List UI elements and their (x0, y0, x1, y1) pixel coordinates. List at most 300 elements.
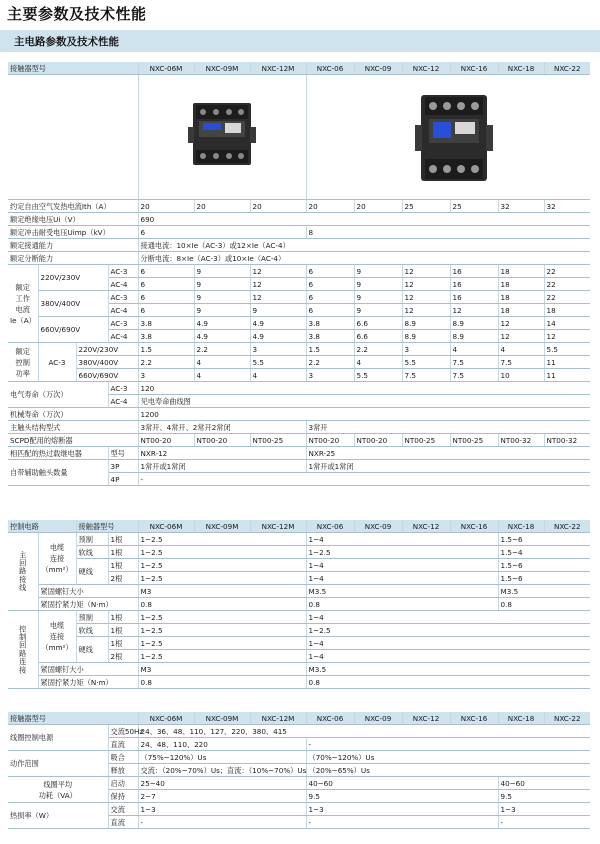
model-header-row (8, 712, 590, 725)
voltage-label: 380V/400V (38, 291, 108, 317)
wire-count-label: 2根 (108, 650, 138, 663)
value-cell: 2.2 (306, 356, 354, 369)
value-cell: 10 (498, 369, 544, 382)
value-cell: 1~2.5 (138, 572, 306, 585)
category-label: AC-3 (108, 265, 138, 278)
category-label: AC-4 (108, 395, 138, 408)
category-label: AC-3 (108, 291, 138, 304)
value-cell: 1.5~4 (498, 546, 590, 559)
model-cell: NXC-09 (354, 712, 402, 725)
value-cell: 6 (138, 304, 194, 317)
ie-row (8, 291, 590, 304)
coil-power-label: 线圈平均 功耗（VA） (8, 777, 108, 803)
power-row (8, 356, 590, 369)
contactor-large-image (309, 75, 593, 199)
value-cell: 1.5~6 (498, 559, 590, 572)
value-cell: 22 (544, 278, 590, 291)
value-cell: NT00-20 (354, 434, 402, 447)
category-label: AC-3 (38, 343, 76, 382)
model-cell: NXC-16 (450, 712, 498, 725)
wire-type-label: 软线 (76, 624, 108, 637)
uimp-row (8, 226, 590, 239)
screw-row (8, 663, 590, 676)
ie-row (8, 265, 590, 278)
torque-label: 紧固拧紧力矩（N·m） (38, 598, 138, 611)
value-cell: 12 (402, 291, 450, 304)
value-cell: 1.5 (306, 343, 354, 356)
model-cell: NXC-16 (450, 62, 498, 75)
wire-count-label: 1根 (108, 624, 138, 637)
value-cell: 4.9 (194, 330, 250, 343)
power-row (8, 343, 590, 356)
model-cell: NXC-09 (354, 520, 402, 533)
value-cell: 9.5 (306, 790, 498, 803)
value-cell: 4.9 (250, 317, 306, 330)
value-cell: 1~4 (306, 650, 590, 663)
pickup-label: 吸合 (108, 751, 138, 764)
wire-count-label: 1根 (108, 611, 138, 624)
value-cell: 0.8 (306, 676, 590, 689)
value-cell: 4 (354, 356, 402, 369)
elife-row (8, 382, 590, 395)
main-wiring-label: 主回路接线 (18, 551, 28, 592)
value-cell: 1.5 (138, 343, 194, 356)
model-cell: NXC-12M (250, 62, 306, 75)
value-cell: 9 (194, 304, 250, 317)
cable-label: 电缆 连接 （mm²） (38, 611, 76, 663)
value-cell: 1~4 (306, 533, 498, 546)
break-row (8, 252, 590, 265)
value-cell: 3常开 (306, 421, 590, 434)
model-header-row (8, 62, 590, 75)
value-cell: 40~60 (306, 777, 498, 790)
value-cell: 1常开或1常闭 (138, 460, 306, 473)
value-cell: 3.8 (138, 330, 194, 343)
value-cell: 20 (250, 200, 306, 213)
value-cell: 9 (194, 278, 250, 291)
value-cell: 1~2.5 (306, 546, 498, 559)
value-cell: 6.6 (354, 317, 402, 330)
wire-count-label: 1根 (108, 637, 138, 650)
aux-label: 自带辅助触头数量 (8, 460, 108, 486)
value-cell: 8.9 (402, 317, 450, 330)
category-label: AC-4 (108, 304, 138, 317)
value-cell: NT00-20 (194, 434, 250, 447)
value-cell: 32 (544, 200, 590, 213)
value-cell: 18 (498, 278, 544, 291)
screw-row (8, 585, 590, 598)
category-label: AC-3 (108, 317, 138, 330)
fuse-row (8, 434, 590, 447)
start-label: 启动 (108, 777, 138, 790)
model-cell: NXC-22 (544, 712, 590, 725)
model-cell: NXC-06M (138, 712, 194, 725)
value-cell: 12 (450, 304, 498, 317)
value-cell: 接通电流：10×Ie（AC-3）或12×Ie（AC-4） (138, 239, 590, 252)
screw-label: 紧固螺钉大小 (38, 663, 138, 676)
value-cell: 1~4 (306, 572, 498, 585)
value-cell: 24、36、48、110、127、220、380、415 (138, 725, 590, 738)
model-cell: NXC-09 (354, 62, 402, 75)
power-row (8, 369, 590, 382)
supply-type-label: 交流50Hz (108, 725, 138, 738)
ie-label: 额定 工作 电流 Ie（A） (8, 265, 38, 343)
value-cell: 7.5 (450, 356, 498, 369)
value-cell: 4 (194, 356, 250, 369)
model-cell: NXC-09M (194, 712, 250, 725)
pole-label: 4P (108, 473, 138, 486)
wire-type-label: 预制 (76, 611, 108, 624)
value-cell: 1.5~6 (498, 572, 590, 585)
supply-type-label: 交流 (108, 803, 138, 816)
value-cell: 2.2 (354, 343, 402, 356)
value-cell: 1~2.5 (138, 611, 306, 624)
value-cell: 1~2.5 (138, 533, 306, 546)
control-circuit-label: 控制电路 (8, 520, 76, 533)
wire-count-label: 1根 (108, 559, 138, 572)
value-cell: 25 (402, 200, 450, 213)
value-cell: 6 (306, 278, 354, 291)
model-header-row (8, 520, 590, 533)
value-cell: NT00-32 (544, 434, 590, 447)
screw-label: 紧固螺钉大小 (38, 585, 138, 598)
value-cell: 6.6 (354, 330, 402, 343)
value-cell: 1~2.5 (138, 624, 306, 637)
value-cell: 3 (138, 369, 194, 382)
ith-row (8, 200, 590, 213)
value-cell: 12 (250, 265, 306, 278)
value-cell: 1常开或1常闭 (306, 460, 590, 473)
voltage-label: 220V/230V (76, 343, 138, 356)
value-cell: NT00-32 (498, 434, 544, 447)
supply-type-label: 直流 (108, 816, 138, 829)
value-cell: 12 (402, 278, 450, 291)
wiring-row (8, 546, 590, 559)
value-cell: 6 (138, 265, 194, 278)
value-cell: 20 (354, 200, 402, 213)
product-image-large-cell (306, 75, 590, 200)
make-row (8, 239, 590, 252)
value-cell: NXR-12 (138, 447, 306, 460)
relay-label: 相匹配的热过载继电器 (8, 447, 108, 460)
value-cell: 12 (402, 265, 450, 278)
value-cell: 1~2.5 (138, 546, 306, 559)
value-cell: 0.8 (138, 598, 306, 611)
torque-label: 紧固拧紧力矩（N·m） (38, 676, 138, 689)
value-cell: 4 (250, 369, 306, 382)
voltage-label: 380V/400V (76, 356, 138, 369)
value-cell: 6 (138, 278, 194, 291)
fuse-label: SCPD配用的熔断器 (8, 434, 138, 447)
value-cell: 5.5 (544, 343, 590, 356)
pole-label: 3P (108, 460, 138, 473)
range-label: 动作范围 (8, 751, 108, 777)
voltage-label: 660V/690V (76, 369, 138, 382)
wire-type-label: 硬线 (76, 637, 108, 663)
value-cell: 9 (354, 278, 402, 291)
value-cell: 1~2.5 (138, 637, 306, 650)
value-cell: 1.5~6 (498, 533, 590, 546)
value-cell: - (498, 816, 590, 829)
value-cell: 20 (194, 200, 250, 213)
value-cell: 18 (498, 265, 544, 278)
range-row (8, 751, 590, 764)
relay-type-label: 型号 (108, 447, 138, 460)
value-cell: 分断电流：8×Ie（AC-3）或10×Ie（AC-4） (138, 252, 590, 265)
value-cell: 9 (354, 304, 402, 317)
model-cell: NXC-06 (306, 712, 354, 725)
coil-supply-label: 线圈控制电源 (8, 725, 108, 751)
value-cell: 8.9 (450, 317, 498, 330)
page-title: 主要参数及技术性能 (7, 5, 147, 23)
cable-label: 电缆 连接 （mm²） (38, 533, 76, 585)
value-cell: 9 (250, 304, 306, 317)
value-cell: 3.8 (306, 317, 354, 330)
value-cell: 4.9 (250, 330, 306, 343)
model-cell: NXC-09M (194, 520, 250, 533)
wiring-row (8, 624, 590, 637)
product-image-small-cell (138, 75, 306, 200)
value-cell: 9 (194, 291, 250, 304)
value-cell: 1~3 (498, 803, 590, 816)
mlife-label: 机械寿命（万次） (8, 408, 138, 421)
value-cell: 9 (354, 291, 402, 304)
value-cell: （75%~120%）Us (138, 751, 306, 764)
wire-count-label: 1根 (108, 546, 138, 559)
value-cell: 12 (402, 304, 450, 317)
value-cell: 18 (544, 304, 590, 317)
value-cell: M3.5 (306, 585, 498, 598)
value-cell: （70%~120%）Us (306, 751, 590, 764)
value-cell: M3.5 (498, 585, 590, 598)
value-cell: 3.8 (138, 317, 194, 330)
value-cell: NT00-25 (250, 434, 306, 447)
wiring-row (8, 637, 590, 650)
ui-row (8, 213, 590, 226)
value-cell: 9.5 (498, 790, 590, 803)
value-cell: 6 (138, 226, 306, 239)
power-label: 额定 控制 功率 (8, 343, 38, 382)
value-cell: 6 (306, 304, 354, 317)
supply-type-label: 直流 (108, 738, 138, 751)
main-wiring-group (8, 533, 38, 611)
value-cell: 14 (544, 317, 590, 330)
model-cell: NXC-18 (498, 712, 544, 725)
value-cell: 2.2 (194, 343, 250, 356)
ctrl-wiring-label: 控制回路连接 (18, 624, 28, 675)
value-cell: 25~40 (138, 777, 306, 790)
relay-row (8, 447, 590, 460)
value-cell: 12 (544, 330, 590, 343)
value-cell: 2~7 (138, 790, 306, 803)
value-cell: 1200 (138, 408, 590, 421)
value-cell: 8 (306, 226, 590, 239)
value-cell: 3 (402, 343, 450, 356)
model-cell: NXC-06 (306, 62, 354, 75)
wire-type-label: 硬线 (76, 559, 108, 585)
aux-row (8, 460, 590, 473)
value-cell: 4.9 (194, 317, 250, 330)
category-label: AC-3 (108, 382, 138, 395)
value-cell: 6 (138, 291, 194, 304)
value-cell: 0.8 (306, 598, 498, 611)
value-cell: 9 (354, 265, 402, 278)
ctrl-wiring-group (8, 611, 38, 689)
model-cell: NXC-18 (498, 62, 544, 75)
model-cell: NXC-06M (138, 62, 194, 75)
value-cell: 22 (544, 291, 590, 304)
wiring-row (8, 533, 590, 546)
wiring-row (8, 611, 590, 624)
control-circuit-table (8, 520, 590, 689)
value-cell: 18 (498, 304, 544, 317)
value-cell: M3 (138, 585, 306, 598)
value-cell: - (138, 473, 590, 486)
value-cell: 12 (498, 330, 544, 343)
value-cell: 8.9 (402, 330, 450, 343)
value-cell: 5.5 (250, 356, 306, 369)
voltage-label: 220V/230V (38, 265, 108, 291)
torque-row (8, 598, 590, 611)
value-cell: - (306, 738, 590, 751)
elife-label: 电气寿命（万次） (8, 382, 108, 408)
category-label: AC-4 (108, 278, 138, 291)
model-cell: NXC-09M (194, 62, 250, 75)
value-cell: 0.8 (138, 676, 306, 689)
main-circuit-table (8, 62, 590, 486)
value-cell: 4 (450, 343, 498, 356)
value-cell: - (138, 816, 306, 829)
wire-count-label: 1根 (108, 533, 138, 546)
value-cell: 6 (306, 291, 354, 304)
value-cell: 2.2 (138, 356, 194, 369)
value-cell: 0.8 (498, 598, 590, 611)
value-cell: M3.5 (306, 663, 590, 676)
value-cell: 3常开、4常开、2常开2常闭 (138, 421, 306, 434)
value-cell: 1~2.5 (138, 559, 306, 572)
coil-table (8, 712, 590, 829)
release-label: 释放 (108, 764, 138, 777)
value-cell: NT00-20 (306, 434, 354, 447)
break-label: 额定分断能力 (8, 252, 138, 265)
value-cell: 12 (498, 317, 544, 330)
contactor-small-image (141, 75, 309, 199)
value-cell: 16 (450, 265, 498, 278)
value-cell: 3.8 (306, 330, 354, 343)
wire-type-label: 预制 (76, 533, 108, 546)
value-cell: 4 (194, 369, 250, 382)
model-cell: NXC-06M (138, 520, 194, 533)
value-cell: 3 (250, 343, 306, 356)
value-cell: 12 (250, 278, 306, 291)
value-cell: 16 (450, 278, 498, 291)
value-cell: 11 (544, 356, 590, 369)
value-cell: NXR-25 (306, 447, 590, 460)
make-label: 额定接通能力 (8, 239, 138, 252)
uimp-label: 额定冲击耐受电压Uimp（kV） (8, 226, 138, 239)
value-cell: 1~4 (306, 559, 498, 572)
value-cell: 8.9 (450, 330, 498, 343)
value-cell: 32 (498, 200, 544, 213)
ie-row (8, 317, 590, 330)
model-cell: NXC-22 (544, 62, 590, 75)
value-cell: NT00-25 (450, 434, 498, 447)
value-cell: 5.5 (354, 369, 402, 382)
ith-label: 约定自由空气发热电流Ith（A） (8, 200, 138, 213)
value-cell: - (306, 816, 498, 829)
ui-label: 额定绝缘电压Ui（V） (8, 213, 138, 226)
value-cell: NT00-20 (138, 434, 194, 447)
value-cell: 16 (450, 291, 498, 304)
value-cell: 交流：（20%~70%）Us；直流：（10%~70%）Us (138, 764, 306, 777)
model-header-label: 接触器型号 (8, 62, 138, 75)
value-cell: 120 (138, 382, 590, 395)
value-cell: 1~4 (306, 637, 590, 650)
model-cell: NXC-12 (402, 520, 450, 533)
value-cell: 7.5 (402, 369, 450, 382)
heat-label: 热损率（W） (8, 803, 108, 829)
coil-supply-row (8, 725, 590, 738)
value-cell: 22 (544, 265, 590, 278)
value-cell: 7.5 (450, 369, 498, 382)
wire-count-label: 2根 (108, 572, 138, 585)
value-cell: 1~2.5 (306, 624, 590, 637)
value-cell: （20%~65%）Us (306, 764, 590, 777)
struct-row (8, 421, 590, 434)
value-cell: 6 (306, 265, 354, 278)
struct-label: 主触头结构型式 (8, 421, 138, 434)
coil-power-row (8, 777, 590, 790)
value-cell: 25 (450, 200, 498, 213)
model-cell: NXC-12 (402, 62, 450, 75)
value-cell: 3 (306, 369, 354, 382)
wiring-row (8, 559, 590, 572)
value-cell: 1~3 (138, 803, 306, 816)
value-cell: 24、48、110、220 (138, 738, 306, 751)
heat-row (8, 803, 590, 816)
model-cell: NXC-06 (306, 520, 354, 533)
value-cell: 18 (498, 291, 544, 304)
value-cell: 20 (138, 200, 194, 213)
model-cell: NXC-22 (544, 520, 590, 533)
wire-type-label: 软线 (76, 546, 108, 559)
value-cell: 690 (138, 213, 590, 226)
model-cell: NXC-12M (250, 712, 306, 725)
model-cell: NXC-12 (402, 712, 450, 725)
value-cell: 见电寿命曲线图 (138, 395, 590, 408)
model-cell: NXC-18 (498, 520, 544, 533)
value-cell: 5.5 (402, 356, 450, 369)
model-cell: NXC-16 (450, 520, 498, 533)
value-cell: 12 (250, 291, 306, 304)
category-label: AC-4 (108, 330, 138, 343)
value-cell: 1~2.5 (138, 650, 306, 663)
product-image-row (8, 75, 590, 200)
value-cell: 9 (194, 265, 250, 278)
value-cell: 7.5 (498, 356, 544, 369)
mlife-row (8, 408, 590, 421)
hold-label: 保持 (108, 790, 138, 803)
value-cell: 11 (544, 369, 590, 382)
model-header-label: 接触器型号 (8, 712, 138, 725)
value-cell: NT00-25 (402, 434, 450, 447)
value-cell: 20 (306, 200, 354, 213)
section-title: 主电路参数及技术性能 (14, 36, 119, 48)
model-cell: NXC-12M (250, 520, 306, 533)
value-cell: 1~3 (306, 803, 498, 816)
value-cell: 4 (498, 343, 544, 356)
value-cell: 1~4 (306, 611, 590, 624)
